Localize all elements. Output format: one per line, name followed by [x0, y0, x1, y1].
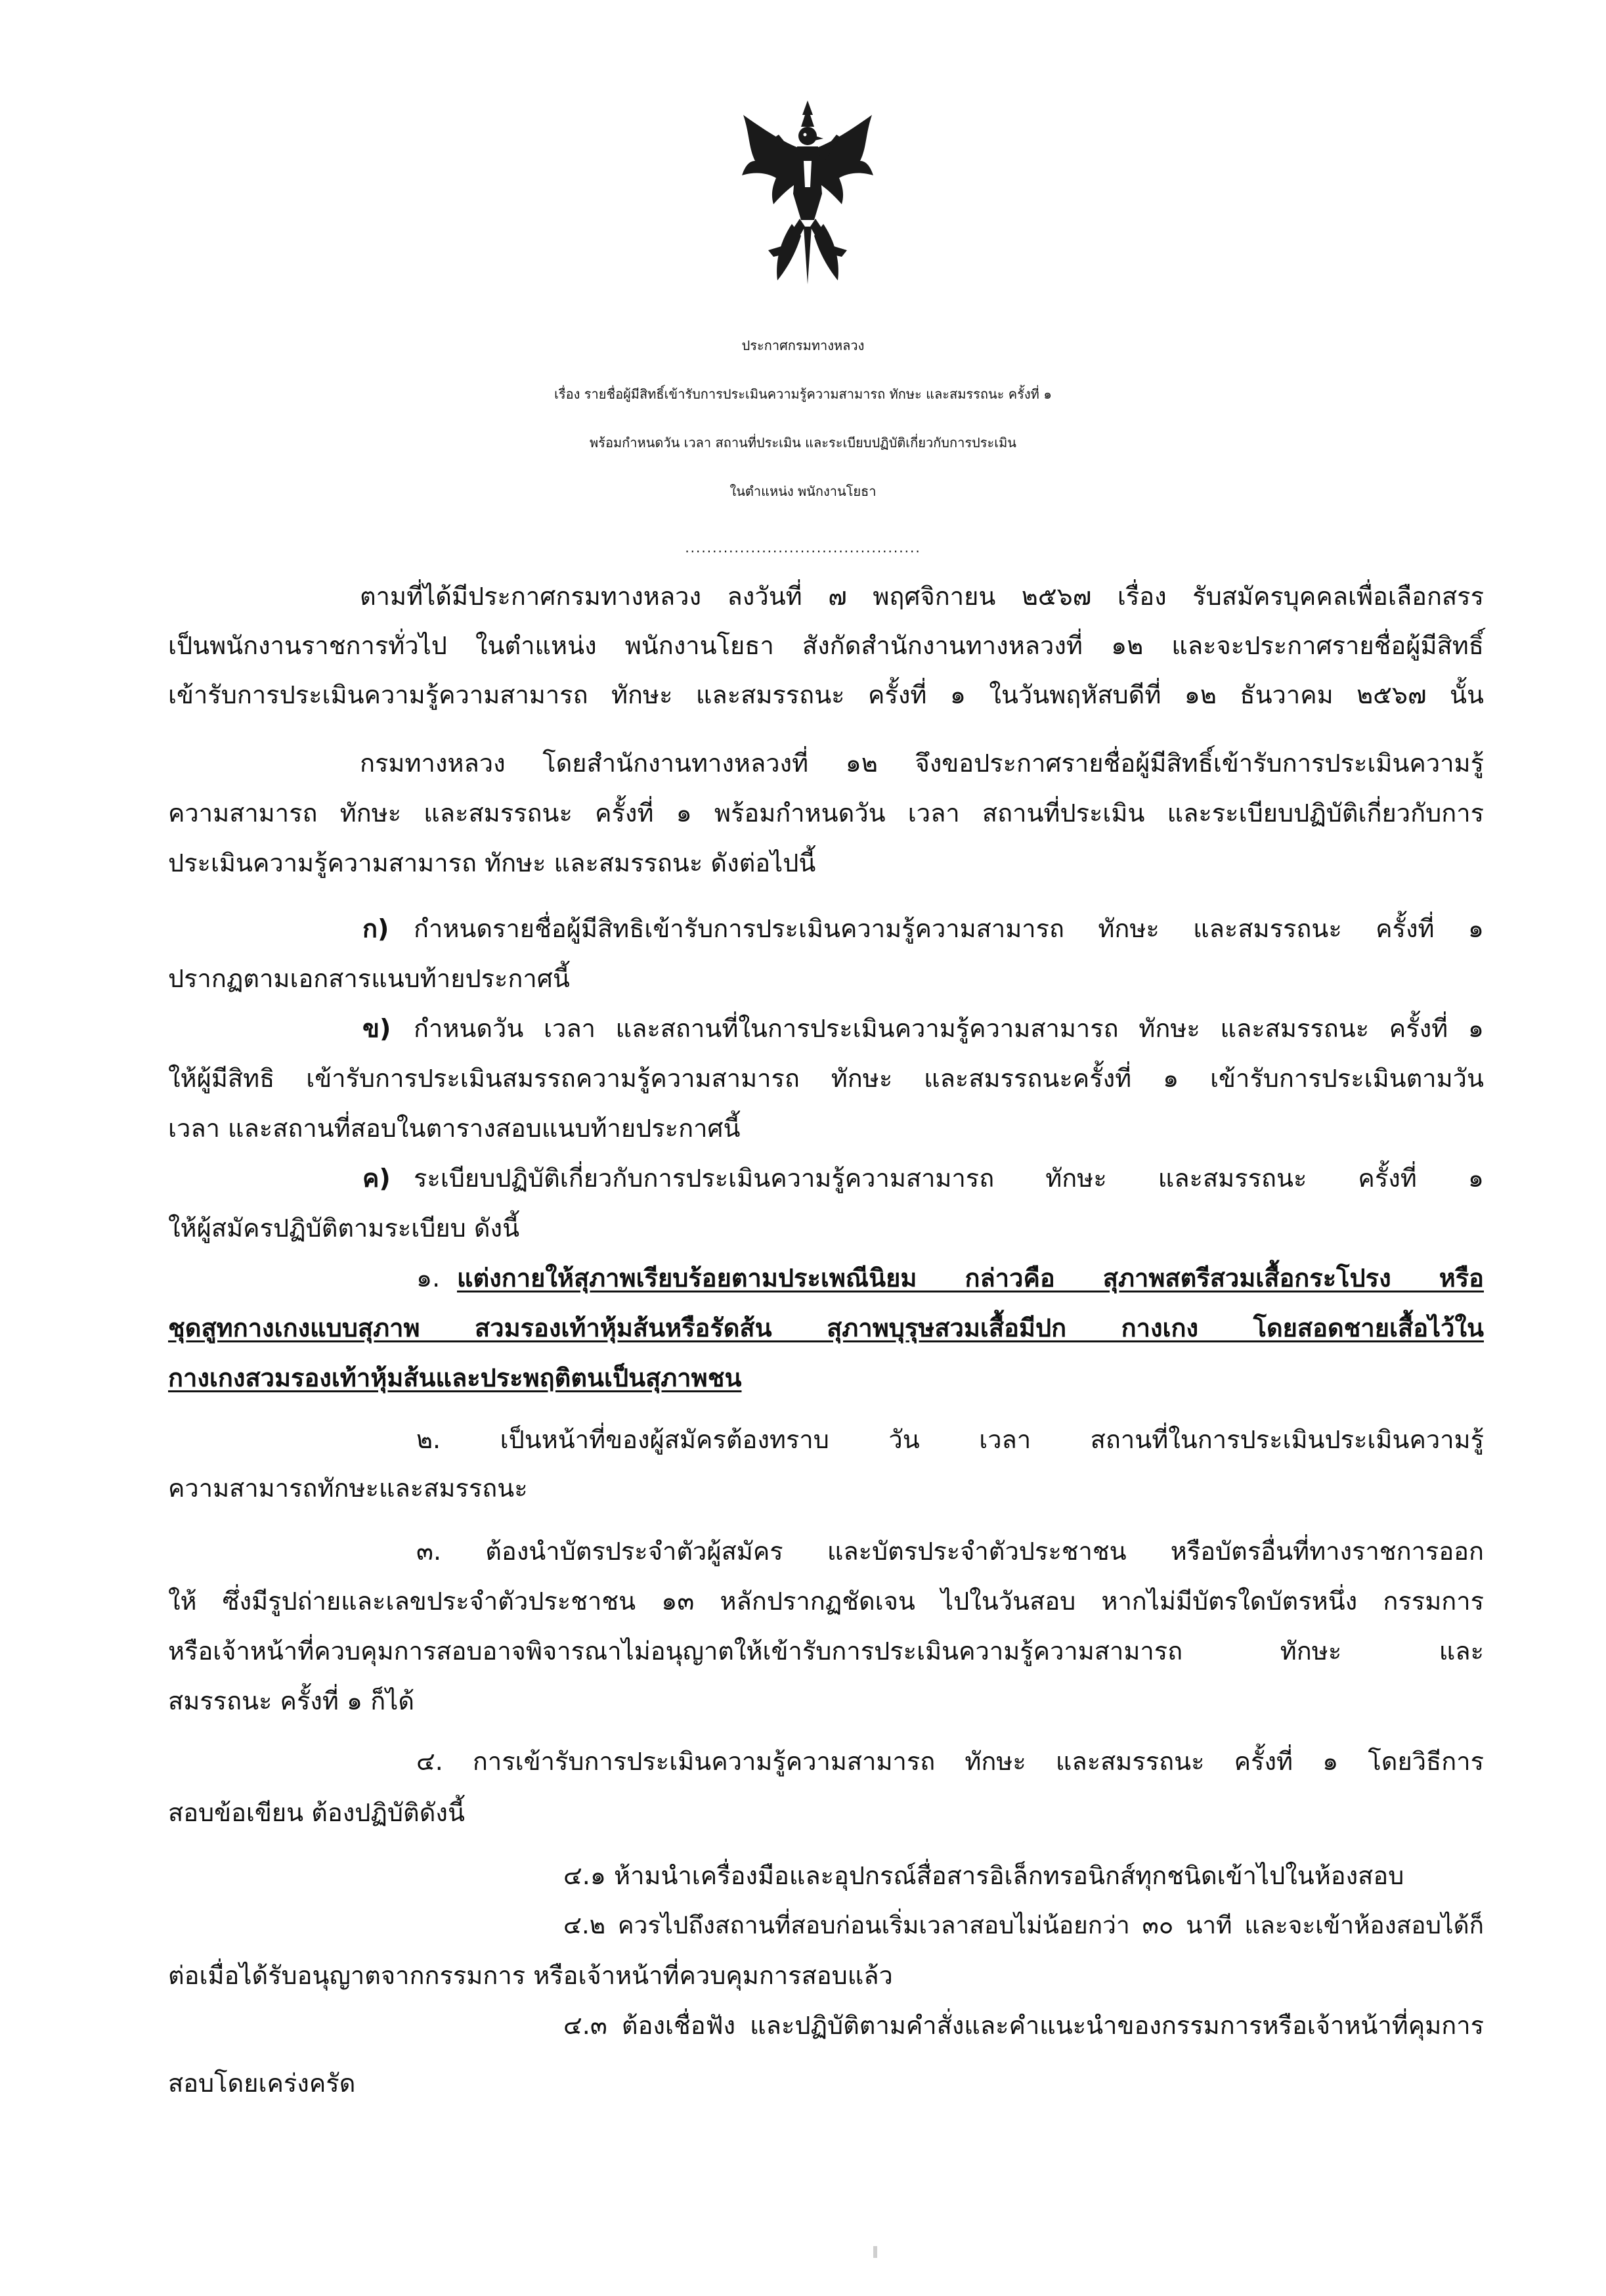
rule-4-2-line-2: ต่อเมื่อได้รับอนุญาตจากกรรมการ หรือเจ้าหน้าที่ควบคุมการสอบแล้ว [168, 1961, 893, 1990]
subject-line-3: ในตำแหน่ง พนักงานโยธา [729, 483, 877, 499]
rule-1-line-1: แต่งกายให้สุภาพเรียบร้อยตามประเพณีนิยม กล่าวคือ สุภาพสตรีสวมเสื้อกระโปรง หรือ [457, 1264, 1484, 1292]
rule-3-line-3: หรือเจ้าหน้าที่ควบคุมการสอบอาจพิจารณาไม่อนุญาตให้เข้ารับการประเมินความรู้ความสามารถ ทักษะ และ [168, 1637, 1484, 1666]
rule-1-line-2: ชุดสูทกางเกงแบบสุภาพ สวมรองเท้าหุ้มส้นหรือรัดส้น สุภาพบุรุษสวมเสื้อมีปก กางเกง โดยสอดชายเสื้อไว้ใน [168, 1314, 1484, 1342]
rule-1-number: ๑. [416, 1264, 441, 1292]
rule-3-line-2: ให้ ซึ่งมีรูปถ่ายและเลขประจำตัวประชาชน ๑๓ หลักปรากฏชัดเจน ไปในวันสอบ หากไม่มีบัตรใดบัตรหนึ่ง กรรมการ [168, 1587, 1484, 1616]
section-c-line-1: ระเบียบปฏิบัติเกี่ยวกับการประเมินความรู้ความสามารถ ทักษะ และสมรรถนะ ครั้งที่ ๑ [414, 1164, 1484, 1193]
subject-line-1: เรื่อง รายชื่อผู้มีสิทธิ์เข้ารับการประเมินความรู้ความสามารถ ทักษะ และสมรรถนะ ครั้งที่ ๑ [554, 386, 1052, 402]
section-a-line-2: ปรากฏตามเอกสารแนบท้ายประกาศนี้ [168, 964, 570, 993]
rule-4-2-line-1: ๔.๒ ควรไปถึงสถานที่สอบก่อนเริ่มเวลาสอบไม่น้อยกว่า ๓๐ นาที และจะเข้าห้องสอบได้ก็ [563, 1911, 1484, 1939]
announcement-title: ประกาศกรมทางหลวง [741, 338, 865, 353]
section-b-marker: ข) [362, 1014, 391, 1043]
section-c-marker: ค) [362, 1164, 391, 1193]
intro-p1-line-2: เป็นพนักงานราชการทั่วไป ในตำแหน่ง พนักงานโยธา สังกัดสำนักงานทางหลวงที่ ๑๒ และจะประกาศรายชื่อผู้มีสิทธิ์ [168, 631, 1484, 660]
subject-line-2: พร้อมกำหนดวัน เวลา สถานที่ประเมิน และระเบียบปฏิบัติเกี่ยวกับการประเมิน [590, 435, 1016, 451]
rule-1-line-3: กางเกงสวมรองเท้าหุ้มส้นและประพฤติตนเป็นสุภาพชน [168, 1363, 742, 1392]
section-b-line-1: กำหนดวัน เวลา และสถานที่ในการประเมินความรู้ความสามารถ ทักษะ และสมรรถนะ ครั้งที่ ๑ [414, 1014, 1484, 1043]
separator-dots: ........................................... [685, 540, 921, 556]
intro-p2-line-3: ประเมินความรู้ความสามารถ ทักษะ และสมรรถนะ ดังต่อไปนี้ [168, 849, 816, 877]
rule-2-line-1: ๒. เป็นหน้าที่ของผู้สมัครต้องทราบ วัน เวลา สถานที่ในการประเมินประเมินความรู้ [416, 1425, 1484, 1454]
rule-3-line-1: ๓. ต้องนำบัตรประจำตัวผู้สมัคร และบัตรประจำตัวประชาชน หรือบัตรอื่นที่ทางราชการออก [416, 1537, 1484, 1566]
section-c-line-2: ให้ผู้สมัครปฏิบัติตามระเบียบ ดังนี้ [168, 1214, 520, 1243]
garuda-emblem-icon [735, 95, 880, 286]
rule-4-line-2: สอบข้อเขียน ต้องปฏิบัติดังนี้ [168, 1798, 465, 1827]
rule-2-line-2: ความสามารถทักษะและสมรรถนะ [168, 1474, 528, 1503]
intro-p1-line-1: ตามที่ได้มีประกาศกรมทางหลวง ลงวันที่ ๗ พฤศจิกายน ๒๕๖๗ เรื่อง รับสมัครบุคคลเพื่อเลือกสรร [360, 582, 1484, 611]
scan-mark [873, 2246, 877, 2258]
rule-4-1: ๔.๑ ห้ามนำเครื่องมือและอุปกรณ์สื่อสารอิเล็กทรอนิกส์ทุกชนิดเข้าไปในห้องสอบ [563, 1861, 1404, 1890]
section-b-line-2: ให้ผู้มีสิทธิ เข้ารับการประเมินสมรรถความรู้ความสามารถ ทักษะ และสมรรถนะครั้งที่ ๑ เข้ารับการประเมินตามวัน [168, 1064, 1484, 1093]
intro-p2-line-1: กรมทางหลวง โดยสำนักงานทางหลวงที่ ๑๒ จึงขอประกาศรายชื่อผู้มีสิทธิ์เข้ารับการประเมินความรู้ [360, 749, 1484, 778]
rule-3-line-4: สมรรถนะ ครั้งที่ ๑ ก็ได้ [168, 1687, 415, 1715]
rule-4-3-line-2: สอบโดยเคร่งครัด [168, 2069, 356, 2098]
rule-4-3-line-1: ๔.๓ ต้องเชื่อฟัง และปฏิบัติตามคำสั่งและคำแนะนำของกรรมการหรือเจ้าหน้าที่คุมการ [563, 2011, 1484, 2040]
intro-p1-line-3: เข้ารับการประเมินความรู้ความสามารถ ทักษะ และสมรรถนะ ครั้งที่ ๑ ในวันพฤหัสบดีที่ ๑๒ ธันวาคม ๒๕๖๗ นั้น [168, 680, 1484, 709]
section-a-line-1: กำหนดรายชื่อผู้มีสิทธิเข้ารับการประเมินความรู้ความสามารถ ทักษะ และสมรรถนะ ครั้งที่ ๑ [414, 914, 1484, 943]
rule-4-line-1: ๔. การเข้ารับการประเมินความรู้ความสามารถ ทักษะ และสมรรถนะ ครั้งที่ ๑ โดยวิธีการ [416, 1747, 1484, 1776]
intro-p2-line-2: ความสามารถ ทักษะ และสมรรถนะ ครั้งที่ ๑ พร้อมกำหนดวัน เวลา สถานที่ประเมิน และระเบียบปฏิบัติเกี่ยวกับการ [168, 799, 1484, 828]
section-b-line-3: เวลา และสถานที่สอบในตารางสอบแนบท้ายประกาศนี้ [168, 1114, 741, 1143]
section-a-marker: ก) [362, 914, 389, 943]
